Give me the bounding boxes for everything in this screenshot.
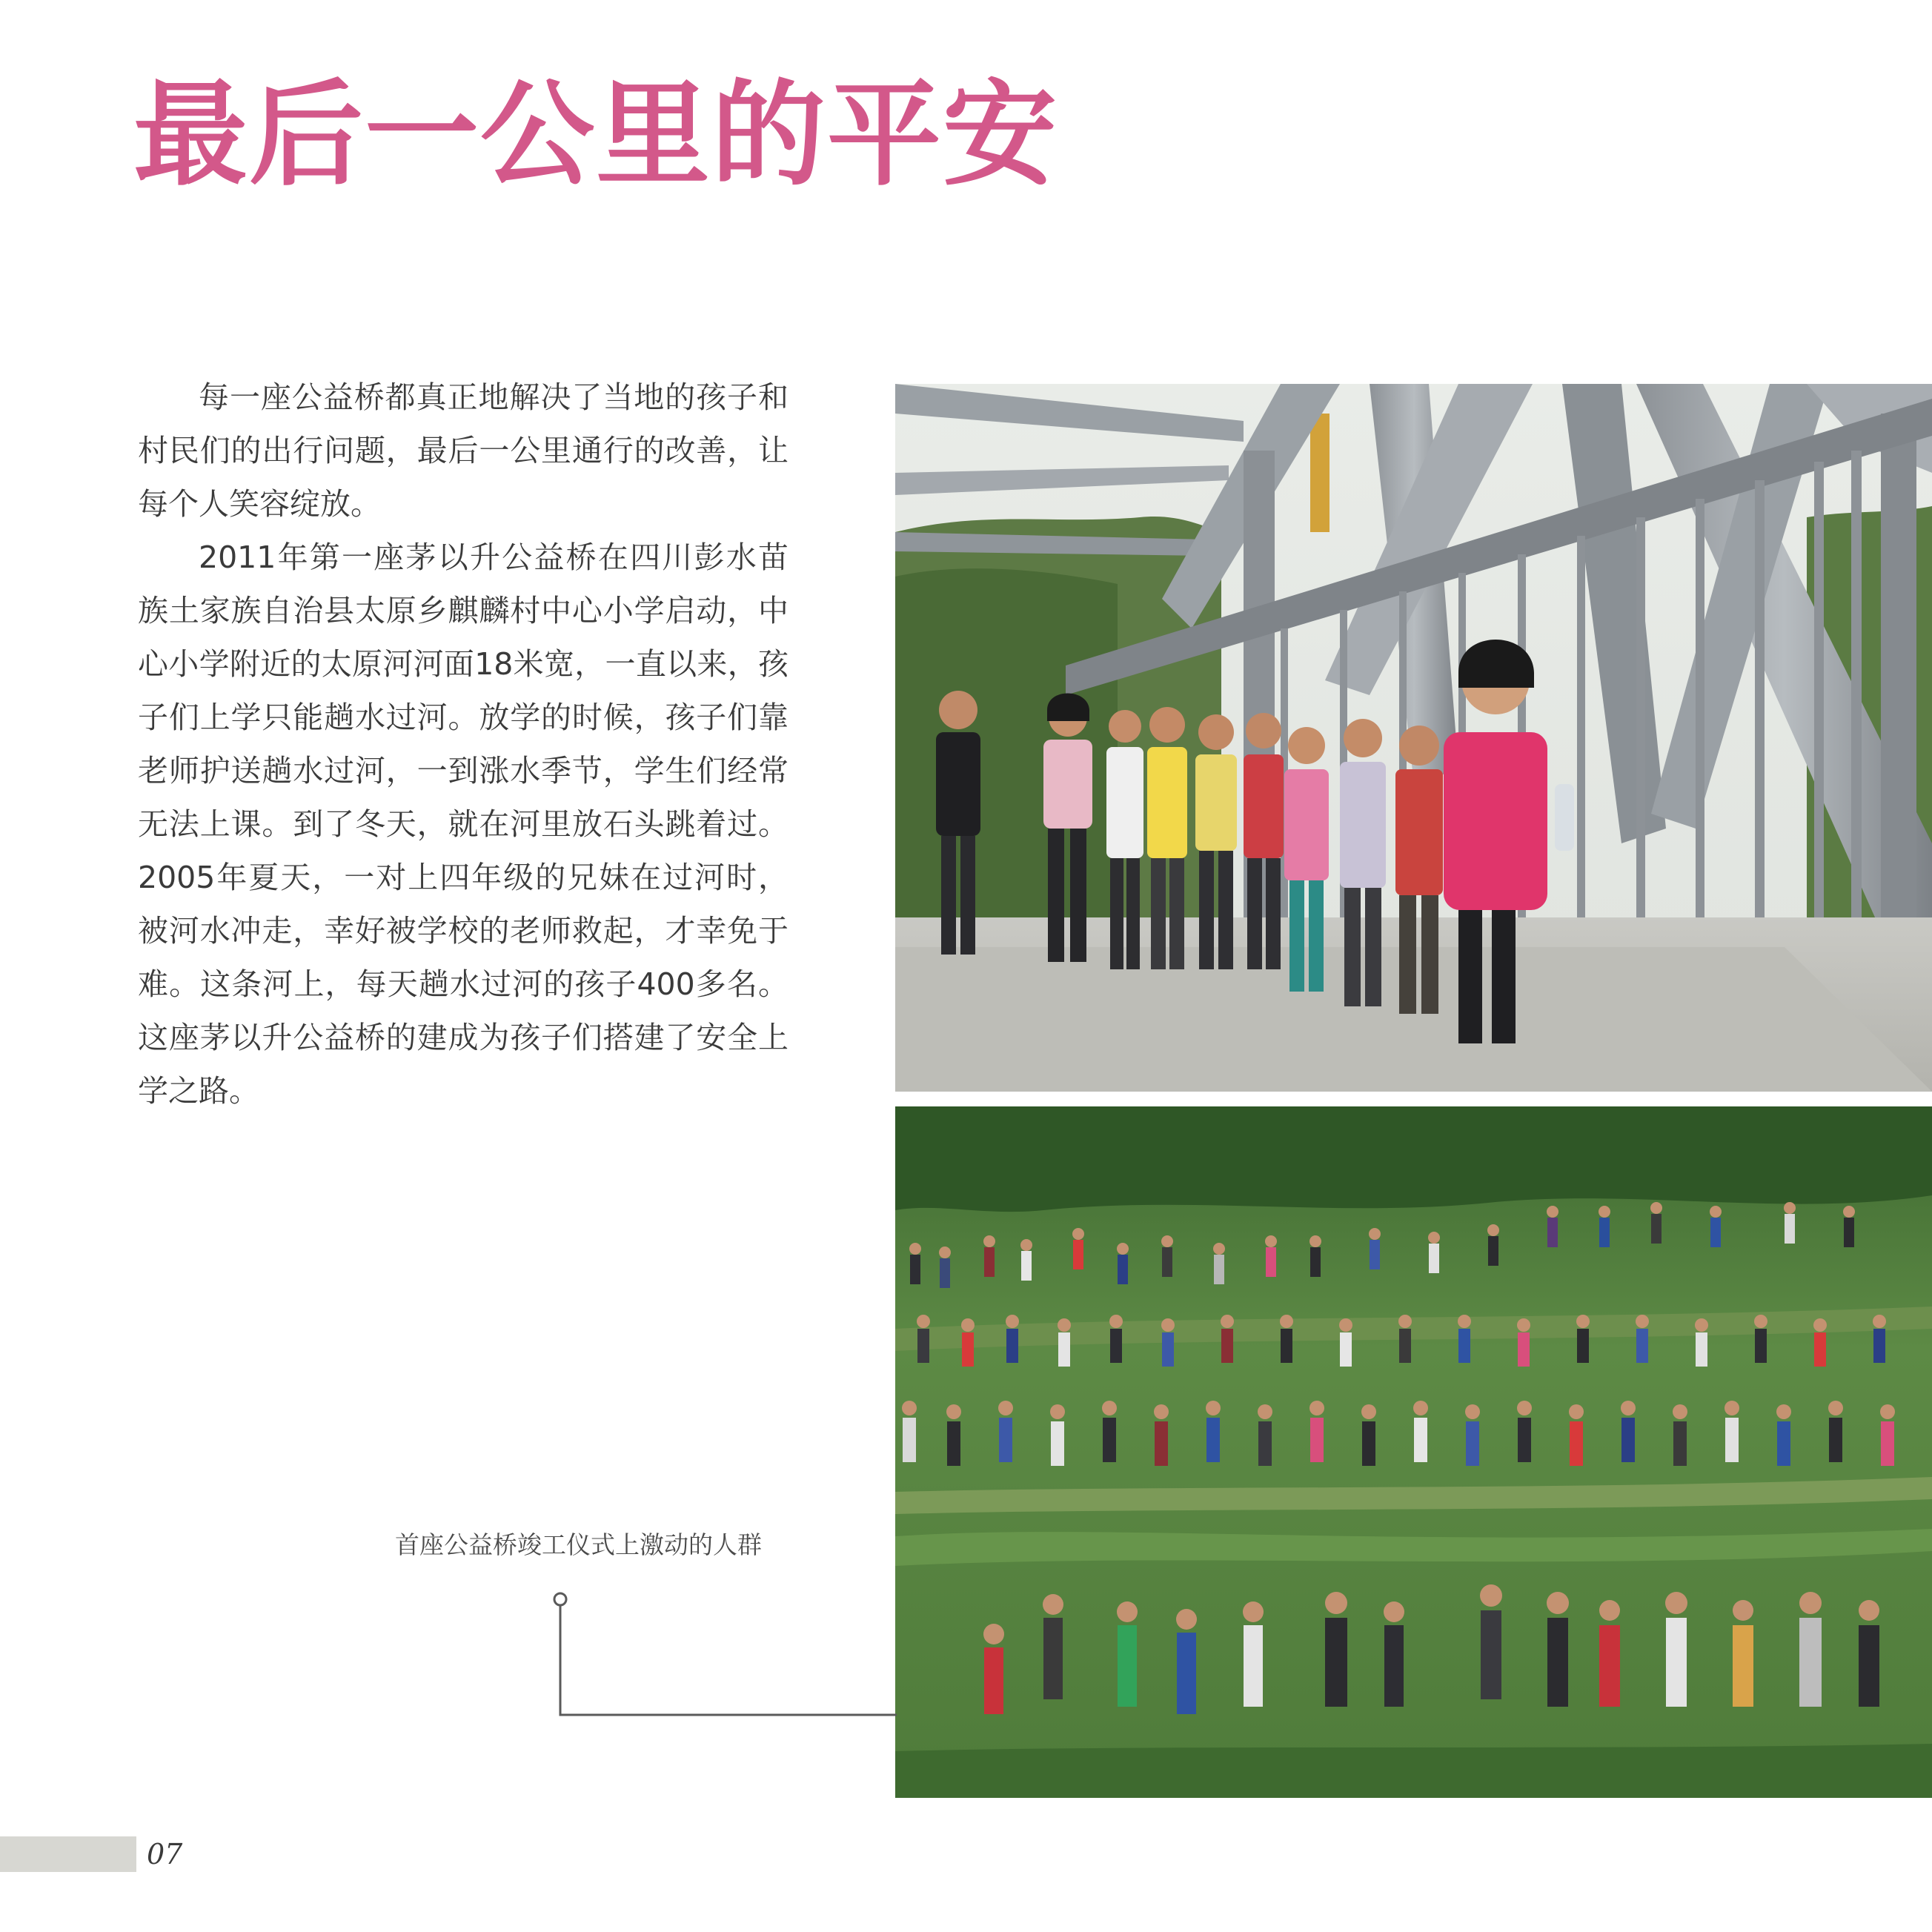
bridge-children-illustration: [895, 384, 1932, 1092]
paragraph-story: 2011年第一座茅以升公益桥在四川彭水苗族土家族自治县太原乡麒麟村中心小学启动，中心小学附近的太原河河面18米宽，一直以来，孩子们上学只能趟水过河。放学的时候，孩子们靠老师护送趟水过河，一到涨水季节，学生们经常无法上课。到了冬天，就在河里放石头跳着过。2005年夏天，一对上四年级的兄妹在过河时，被河水冲走，幸好被学校的老师救起，才幸免于难。这条河上，每天趟水过河的孩子400多名。这座茅以升公益桥的建成为孩子们搭建了安全上学之路。: [138, 540, 789, 1109]
page-number: 07: [147, 1838, 183, 1870]
page-title: 最后一公里的平安: [133, 69, 1059, 202]
caption-leader-line: [548, 1587, 904, 1721]
crowd-terrace-photo: [895, 1106, 1932, 1798]
crowd-terrace-illustration: [895, 1106, 1932, 1798]
article-body: [138, 371, 789, 1118]
paragraph-intro: 每一座公益桥都真正地解决了当地的孩子和村民们的出行问题，最后一公里通行的改善，让每个人笑容绽放。: [138, 379, 789, 522]
bridge-children-photo: [895, 384, 1932, 1092]
photo-caption: 首座公益桥竣工仪式上激动的人群: [395, 1530, 762, 1559]
footer-bar: [0, 1836, 136, 1872]
